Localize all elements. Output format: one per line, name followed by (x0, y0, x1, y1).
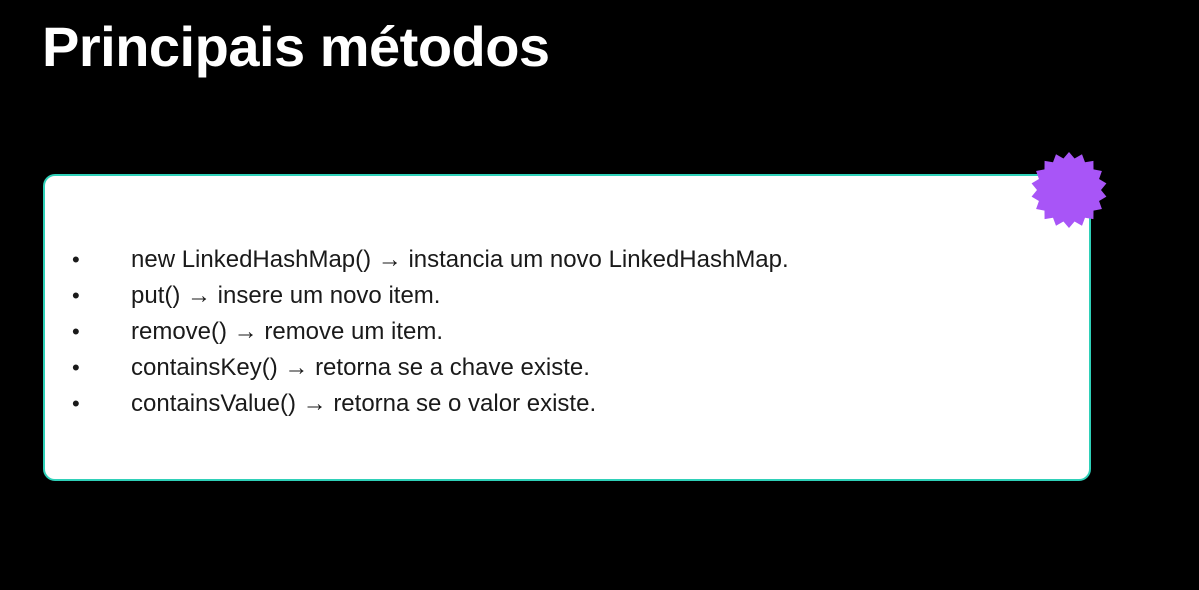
page-title: Principais métodos (42, 15, 550, 78)
method-text: remove() → remove um item. (131, 318, 444, 345)
methods-list (45, 242, 1089, 422)
list-item (45, 386, 1089, 422)
bullet-icon: • (72, 391, 80, 416)
list-item (45, 242, 1089, 278)
bullet-icon: • (72, 283, 80, 308)
bullet-icon: • (72, 247, 80, 272)
list-item (45, 314, 1089, 350)
starburst-badge-icon (1030, 151, 1108, 229)
methods-card (43, 174, 1091, 481)
list-item (45, 350, 1089, 386)
method-text: put() → insere um novo item. (131, 282, 441, 309)
method-text: containsKey() → retorna se a chave existe. (131, 354, 590, 381)
bullet-icon: • (72, 319, 80, 344)
list-item (45, 278, 1089, 314)
method-text: containsValue() → retorna se o valor existe. (131, 390, 597, 417)
method-text: new LinkedHashMap() → instancia um novo LinkedHashMap. (131, 246, 789, 273)
starburst-shape (1032, 152, 1107, 228)
bullet-icon: • (72, 355, 80, 380)
